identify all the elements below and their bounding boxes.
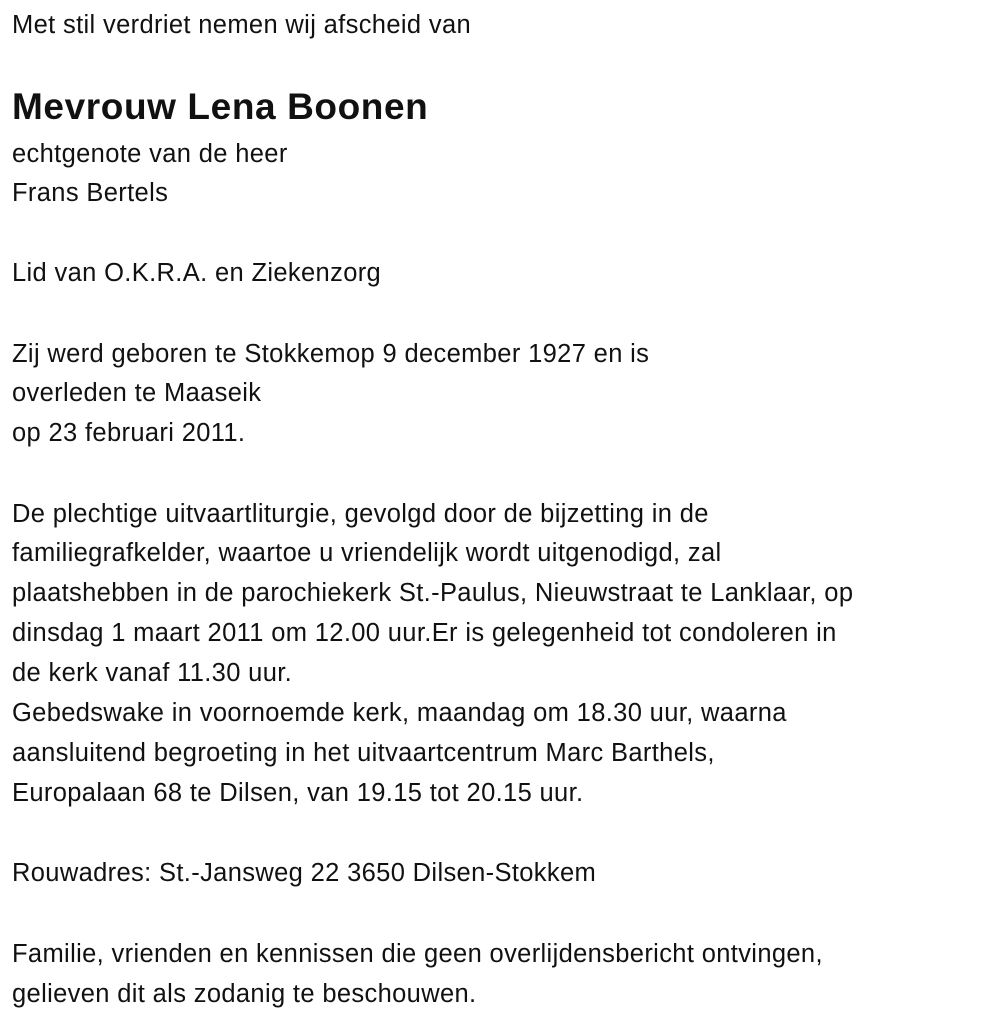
closing-line: Familie, vrienden en kennissen die geen overlijdensbericht ontvingen, [12,940,823,968]
closing-line: gelieven dit als zodanig te beschouwen. [12,980,477,1008]
funeral-line: Europalaan 68 te Dilsen, van 19.15 tot 20.15 uur. [12,779,584,807]
intro-text: Met stil verdriet nemen wij afscheid van [12,11,472,39]
birth-death-line: op 23 februari 2011. [12,419,246,447]
deceased-name: Mevrouw Lena Boonen [12,86,429,127]
mourning-address: Rouwadres: St.-Jansweg 22 3650 Dilsen-Stokkem [12,859,597,887]
funeral-line: dinsdag 1 maart 2011 om 12.00 uur.Er is gelegenheid tot condoleren in [12,619,837,647]
funeral-line: Gebedswake in voornoemde kerk, maandag om 18.30 uur, waarna [12,699,787,727]
spouse-line: Frans Bertels [12,179,169,207]
funeral-line: plaatshebben in de parochiekerk St.-Paulus, Nieuwstraat te Lanklaar, op [12,579,854,607]
spouse-line: echtgenote van de heer [12,140,288,168]
funeral-line: aansluitend begroeting in het uitvaartcentrum Marc Barthels, [12,739,715,767]
funeral-line: familiegrafkelder, waartoe u vriendelijk wordt uitgenodigd, zal [12,539,722,567]
funeral-line: de kerk vanaf 11.30 uur. [12,659,293,687]
birth-death-line: overleden te Maaseik [12,379,262,407]
membership-text: Lid van O.K.R.A. en Ziekenzorg [12,259,382,287]
funeral-line: De plechtige uitvaartliturgie, gevolgd door de bijzetting in de [12,500,709,528]
birth-death-line: Zij werd geboren te Stokkemop 9 december 1927 en is [12,340,650,368]
